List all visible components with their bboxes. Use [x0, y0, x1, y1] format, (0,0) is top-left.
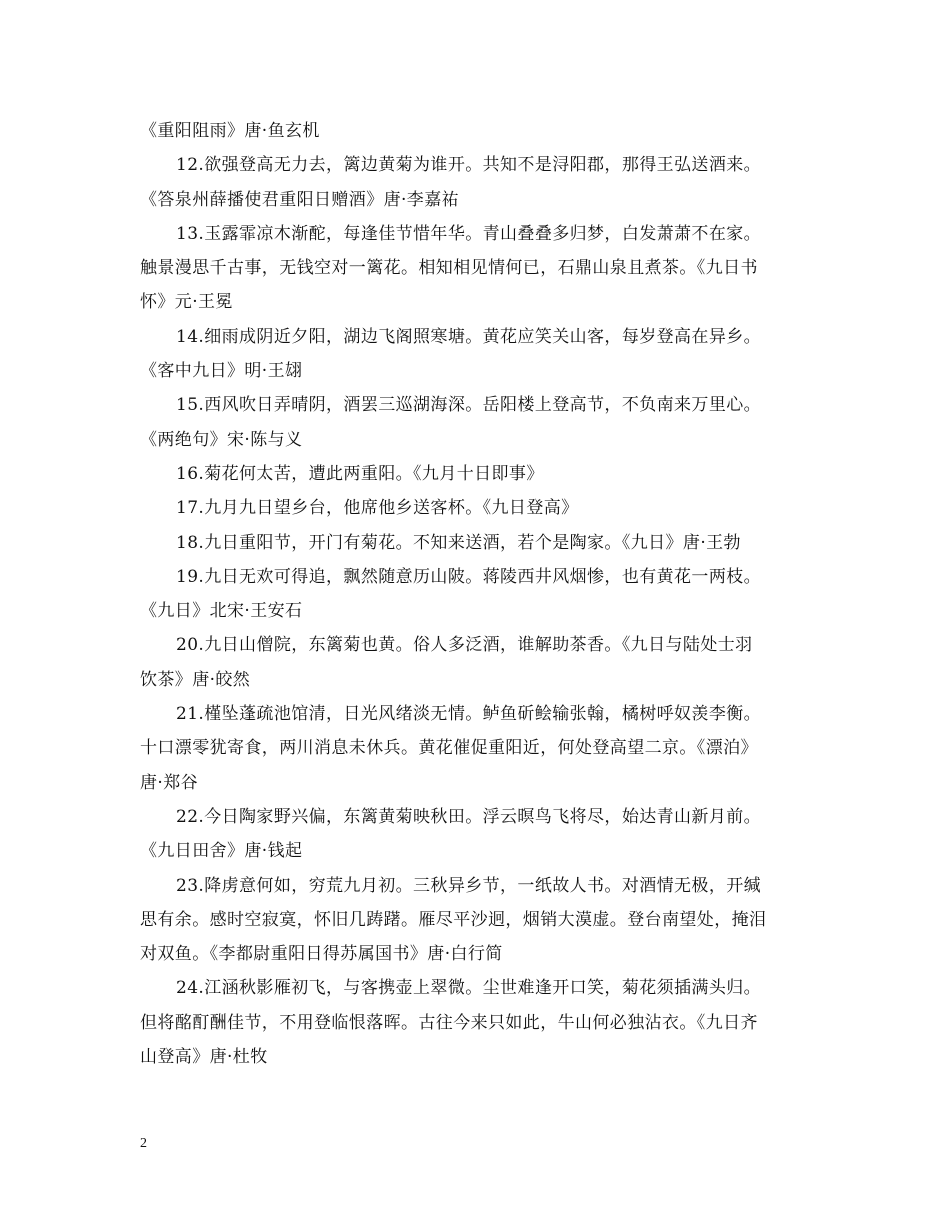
- text-line: 19.九日无欢可得追，飘然随意历山陂。蒋陵西井风烟惨，也有黄花一两枝。: [176, 566, 762, 587]
- text-line: 15.西风吹日弄晴阴，酒罢三巡湖海深。岳阳楼上登高节，不负南来万里心。: [176, 395, 762, 416]
- text-line: 20.九日山僧院，东篱菊也黄。俗人多泛酒，谁解助茶香。《九日与陆处士羽: [176, 635, 753, 656]
- text-line: 但将酩酊酬佳节，不用登临恨落晖。古往今来只如此，牛山何必独沾衣。《九日齐: [140, 1012, 758, 1033]
- text-line: 23.降虏意何如，穷荒九月初。三秋异乡节，一纸故人书。对酒情无极，开缄: [176, 875, 762, 896]
- text-line: 触景漫思千古事，无钱空对一篱花。相知相见情何已，石鼎山泉且煮茶。《九日书: [140, 258, 758, 279]
- text-line: 思有余。感时空寂寞，怀旧几踌躇。雁尽平沙迥，烟销大漠虚。登台南望处，掩泪: [140, 909, 767, 930]
- text-line: 《客中九日》明·王翃: [140, 361, 303, 382]
- text-line: 山登高》唐·杜牧: [140, 1047, 268, 1068]
- text-line: 《重阳阻雨》唐·鱼玄机: [140, 121, 320, 141]
- text-line: 《两绝句》宋·陈与义: [140, 429, 303, 450]
- text-line: 饮茶》唐·皎然: [140, 669, 251, 690]
- text-line: 《答泉州薛播使君重阳日赠酒》唐·李嘉祐: [140, 189, 460, 210]
- text-line: 24.江涵秋影雁初飞，与客携壶上翠微。尘世难逢开口笑，菊花须插满头归。: [176, 978, 762, 999]
- text-line: 对双鱼。《李都尉重阳日得苏属国书》唐·白行简: [140, 944, 503, 965]
- text-line: 怀》元·王冕: [140, 292, 233, 313]
- text-line: 21.槿坠蓬疏池馆清，日光风绪淡无情。鲈鱼斫鲙输张翰，橘树呼奴羡李衡。: [176, 704, 762, 725]
- text-line: 十口漂零犹寄食，两川消息未休兵。黄花催促重阳近，何处登高望二京。《漂泊》: [140, 738, 758, 759]
- text-line: 13.玉露霏凉木渐酡，每逢佳节惜年华。青山叠叠多归梦，白发萧萧不在家。: [176, 223, 762, 244]
- document-body: [140, 114, 812, 1074]
- text-line: 16.菊花何太苦，遭此两重阳。《九月十日即事》: [176, 463, 544, 484]
- text-line: 唐·郑谷: [140, 772, 199, 793]
- page-number: 2: [140, 1136, 147, 1151]
- text-line: 17.九月九日望乡台，他席他乡送客杯。《九日登高》: [176, 498, 579, 519]
- text-line: 18.九日重阳节，开门有菊花。不知来送酒，若个是陶家。《九日》唐·王勃: [176, 532, 741, 553]
- text-line: 14.细雨成阴近夕阳，湖边飞阁照寒塘。黄花应笑关山客，每岁登高在异乡。: [176, 326, 762, 347]
- text-line: 12.欲强登高无力去，篱边黄菊为谁开。共知不是浔阳郡，那得王弘送酒来。: [176, 155, 762, 176]
- text-line: 22.今日陶家野兴偏，东篱黄菊映秋田。浮云暝鸟飞将尽，始达青山新月前。: [176, 806, 762, 827]
- text-line: 《九日田舍》唐·钱起: [140, 841, 303, 862]
- text-line: 《九日》北宋·王安石: [140, 601, 303, 622]
